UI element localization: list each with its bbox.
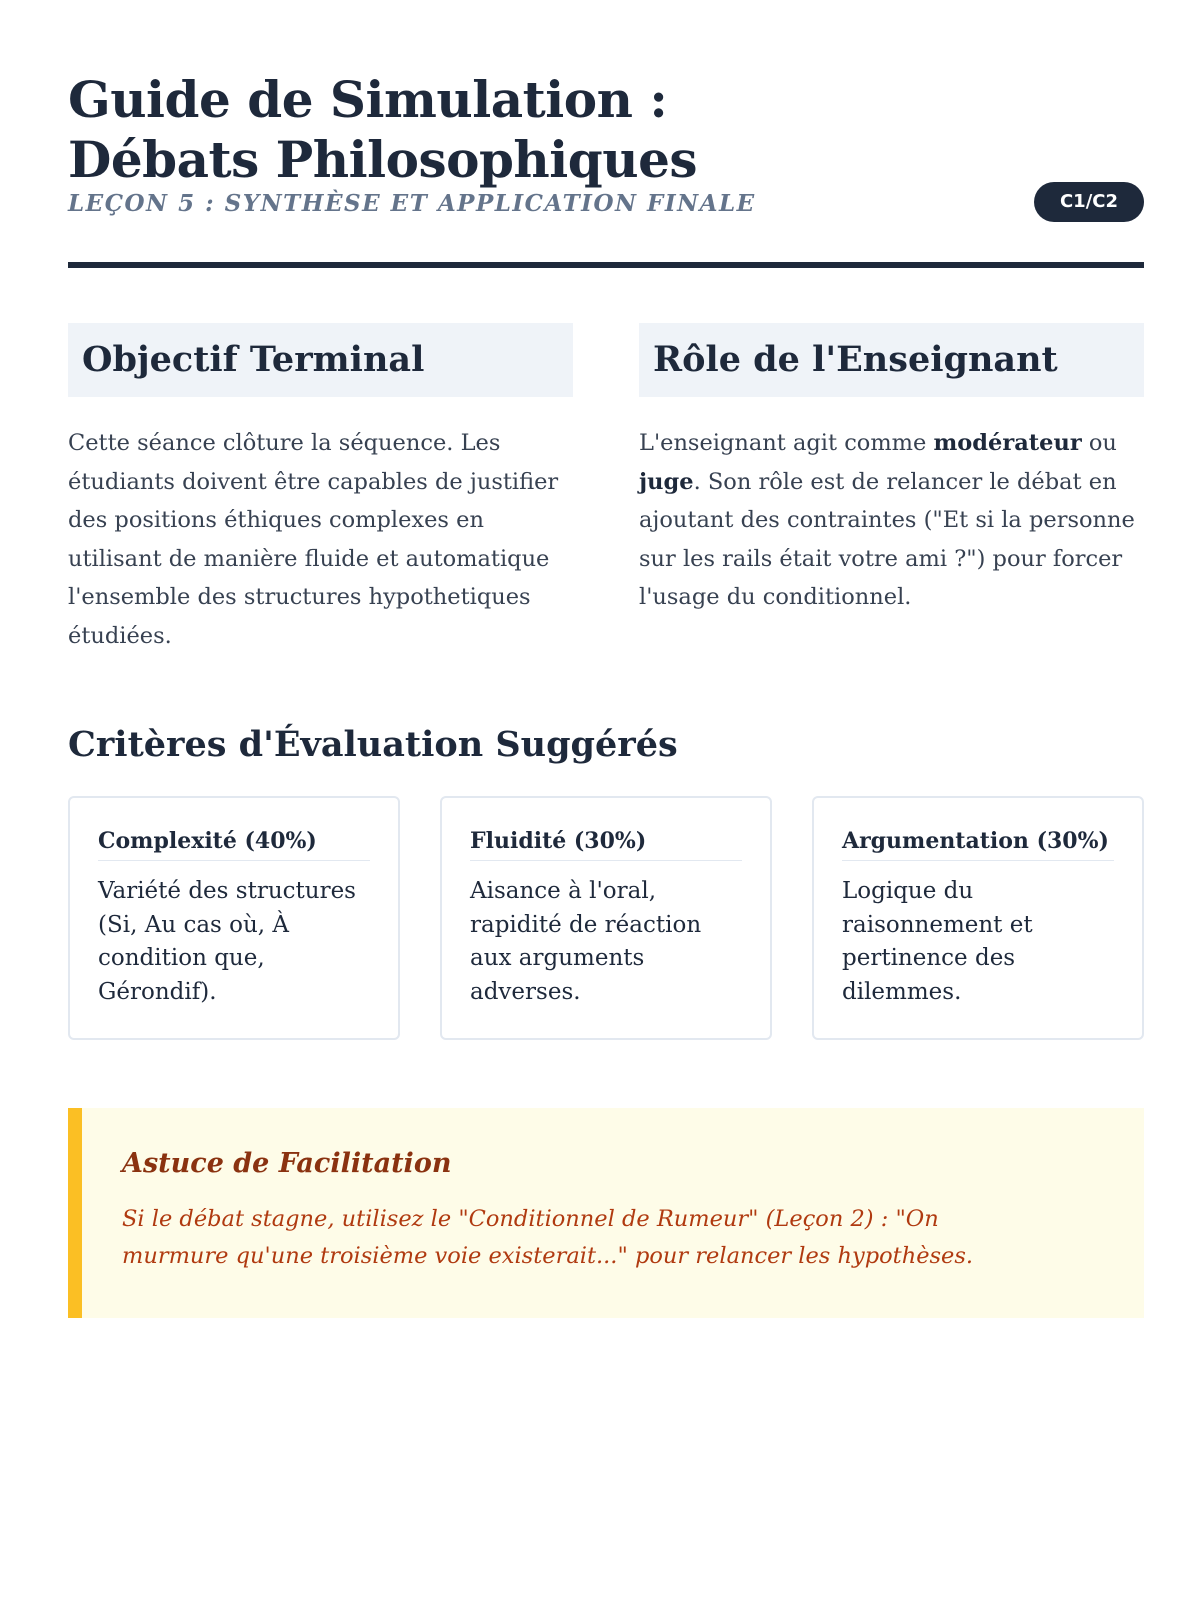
teacher-role-text-middle: ou	[1081, 430, 1117, 456]
criteria-card-complexity	[68, 796, 400, 1040]
facilitation-tip	[68, 1108, 1144, 1318]
level-badge: C1/C2	[1034, 182, 1144, 222]
tip-text: Si le débat stagne, utilisez le "Conditionnel de Rumeur" (Leçon 2) : "On murmure qu'une troisième voie existerait..." pour relancer les hypothèses.	[122, 1206, 974, 1269]
criteria-card-text: Logique du raisonnement et pertinence des dilemmes.	[842, 878, 1033, 1005]
judge-emphasis: juge	[639, 468, 694, 495]
page-title: Guide de Simulation : Débats Philosophiques	[68, 70, 698, 189]
tip-title: Astuce de Facilitation	[122, 1148, 452, 1179]
objective-text: Cette séance clôture la séquence. Les étudiants doivent être capables de justifier des positions éthiques complexes en utilisant de manière fluide et automatique l'ensemble des structures hypothetiques étudiées.	[68, 430, 559, 649]
teacher-role-text-after: . Son rôle est de relancer le débat en ajoutant des contraintes ("Et si la personne sur les rails était votre ami ?") pour forcer l'usage du conditionnel.	[639, 468, 1135, 610]
criteria-card-text: Aisance à l'oral, rapidité de réaction aux arguments adverses.	[470, 878, 702, 1005]
lesson-subtitle: LEÇON 5 : SYNTHÈSE ET APPLICATION FINALE	[68, 190, 756, 217]
criteria-card-title: Fluidité (30%)	[470, 828, 742, 861]
criteria-card-title: Argumentation (30%)	[842, 828, 1114, 861]
moderator-emphasis: modérateur	[933, 430, 1082, 456]
objective-section	[68, 323, 573, 655]
teacher-role-section	[639, 323, 1144, 617]
teacher-role-heading: Rôle de l'Enseignant	[639, 323, 1144, 397]
criteria-card-title: Complexité (40%)	[98, 828, 370, 861]
criteria-card-text: Variété des structures (Si, Au cas où, À condition que, Gérondif).	[98, 878, 356, 1005]
teacher-role-text-before: L'enseignant agit comme	[639, 430, 934, 456]
criteria-heading: Critères d'Évaluation Suggérés	[68, 724, 678, 765]
intro-columns	[68, 323, 1144, 663]
criteria-card-fluency	[440, 796, 772, 1040]
teacher-role-text	[639, 424, 1144, 617]
criteria-cards	[68, 796, 1144, 1040]
document-page	[68, 70, 1144, 1269]
objective-heading: Objectif Terminal	[68, 323, 573, 397]
criteria-card-argumentation	[812, 796, 1144, 1040]
document-header	[68, 70, 1144, 268]
